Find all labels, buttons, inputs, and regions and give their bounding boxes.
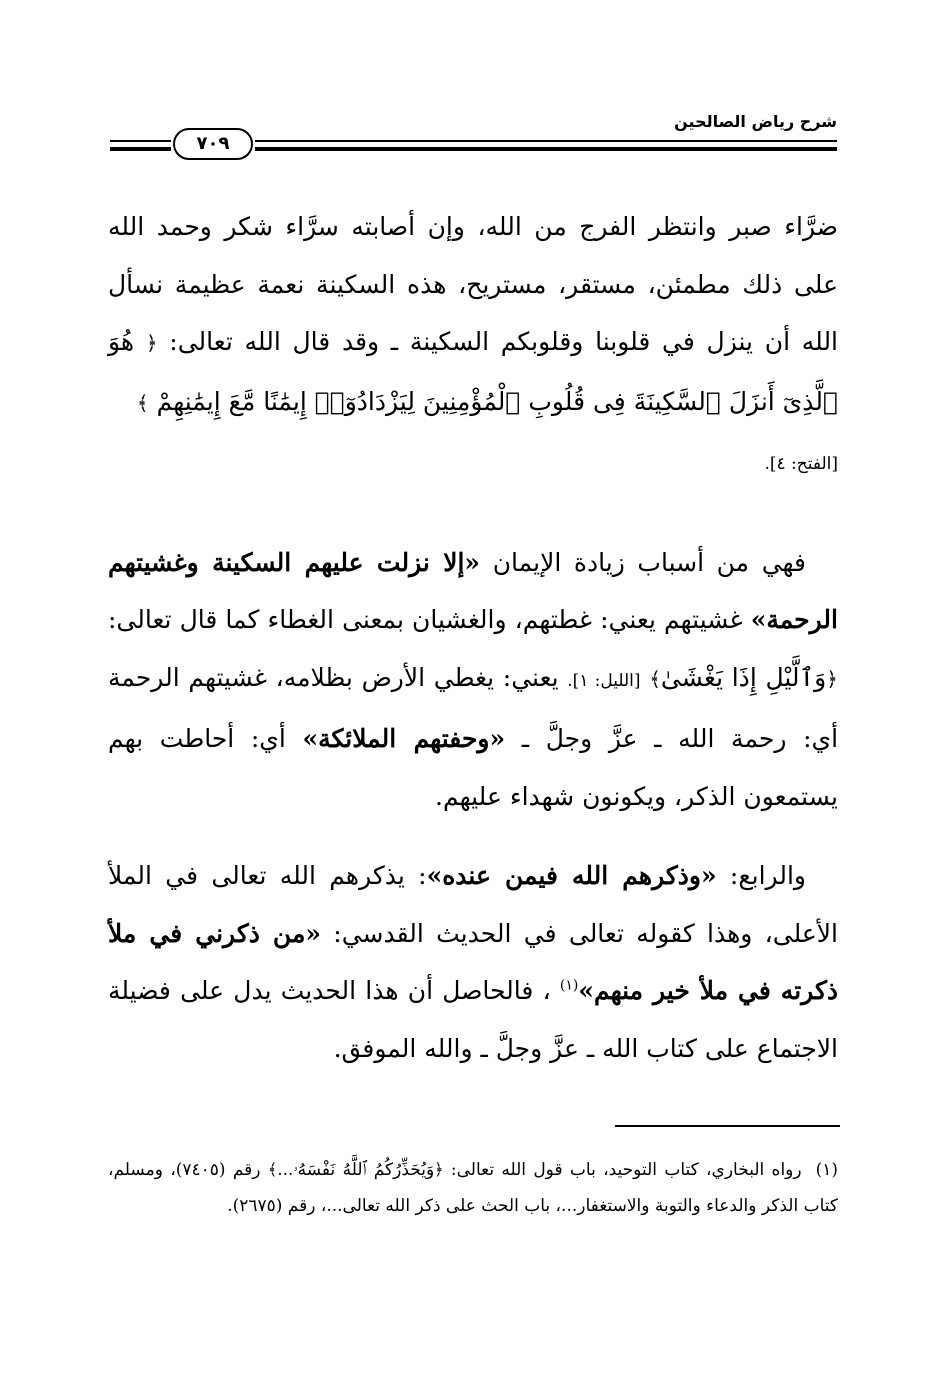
header-rule-left-thin xyxy=(110,140,171,142)
paragraph-3-text-1: والرابع: xyxy=(716,861,806,890)
paragraph-2-text-3: يعني: يغطي الأرض بظلامه، غشيتهم الرحمة أي: رحمة الله ـ عزَّ وجلَّ ـ xyxy=(108,662,839,753)
footnote-marker: (١) xyxy=(815,1160,839,1180)
verse-reference-al-fath: [الفتح: ٤]. xyxy=(764,454,838,474)
hadith-quote-remembrance: «وذكرهم الله فيمن عنده» xyxy=(426,861,717,890)
footnote-1-text-1: رواه البخاري، كتاب التوحيد، باب قول الله تعالى: xyxy=(443,1160,802,1180)
verse-close-bracket: ﴾ xyxy=(136,390,149,415)
verse-close-bracket: ﴾ xyxy=(267,1160,278,1179)
footnote-1-text-2: رقم (٧٤٠٥)، ومسلم، كتاب الذكر والدعاء والتوبة والاستغفار...، باب الحث على ذكر الله تعالى...، رقم (٢٦٧٥). xyxy=(108,1160,838,1216)
footnotes xyxy=(108,1152,838,1224)
paragraph-2-text-2: غشيتهم يعني: غطتهم، والغشيان بمعنى الغطاء كما قال تعالى: xyxy=(108,605,751,634)
quran-verse-al-fath: هُوَ ٱلَّذِىٓ أَنزَلَ ٱلسَّكِينَةَ فِى قُلُوبِ ٱلْمُؤْمِنِينَ لِيَزْدَادُوٓا۟ إِيمَٰنًا مَّعَ إِيمَٰنِهِمْ xyxy=(108,327,838,416)
verse-open-bracket: ﴿ xyxy=(145,331,158,355)
quran-verse-al-layl: وَٱلَّيْلِ إِذَا يَغْشَىٰ xyxy=(660,662,827,692)
header-rule-right-thin xyxy=(255,140,837,142)
verse-open-bracket: ﴿ xyxy=(434,1160,444,1179)
footnote-separator xyxy=(615,1125,840,1127)
hadith-quote-angels: «وحفتهم الملائكة» xyxy=(302,724,506,753)
header-rule-right-thick xyxy=(255,147,837,151)
quran-verse-footnote: وَيُحَذِّرُكُمُ ٱللَّهُ نَفْسَهُۥ... xyxy=(277,1160,435,1180)
paragraph-3 xyxy=(108,847,838,1077)
paragraph-2-text-1: فهي من أسباب زيادة الإيمان xyxy=(480,547,807,577)
paragraph-1-text: ضرَّاء صبر وانتظر الفرج من الله، وإن أصابته سرَّاء شكر وحمد الله على ذلك مطمئن، مستقر، مستريح، هذه السكينة نعمة عظيمة نسأل الله أن ينزل في قلوبنا وقلوبكم السكينة ـ وقد قال الله تعالى: xyxy=(108,212,839,356)
page-header xyxy=(110,112,837,162)
paragraph-1 xyxy=(108,198,838,494)
hadith-quote-sakina: «إلا نزلت عليهم السكينة وغشيتهم الرحمة» xyxy=(108,547,838,634)
page-number: ٧٠٩ xyxy=(173,128,253,160)
paragraph-gap xyxy=(108,494,838,534)
verse-close-bracket: ﴾ xyxy=(649,666,661,691)
paragraph-3-text-3: ، فالحاصل أن هذا الحديث يدل على فضيلة الاجتماع على كتاب الله ـ عزَّ وجلَّ ـ والله الموفق. xyxy=(108,976,838,1063)
hadith-quote-qudsi: «من ذكرني في ملأ ذكرته في ملأ خير منهم» xyxy=(108,918,838,1005)
verse-reference-al-layl: [الليل: ١]. xyxy=(567,670,641,691)
paragraph-2-text-4: أي: أحاطت بهم يستمعون الذكر، ويكونون شهداء عليهم. xyxy=(108,724,838,811)
verse-open-bracket: ﴿ xyxy=(826,666,838,691)
body-text xyxy=(108,198,838,1077)
footnote-1 xyxy=(108,1152,838,1224)
footnote-reference[interactable]: (١) xyxy=(559,977,579,994)
running-head: شرح رياض الصالحين xyxy=(674,112,837,131)
paragraph-2 xyxy=(108,534,838,826)
header-rule-left-thick xyxy=(110,147,171,151)
paragraph-gap xyxy=(108,825,838,847)
paragraph-3-text-2: : يذكرهم الله تعالى في الملأ الأعلى، وهذا كقوله تعالى في الحديث القدسي: xyxy=(108,861,838,948)
